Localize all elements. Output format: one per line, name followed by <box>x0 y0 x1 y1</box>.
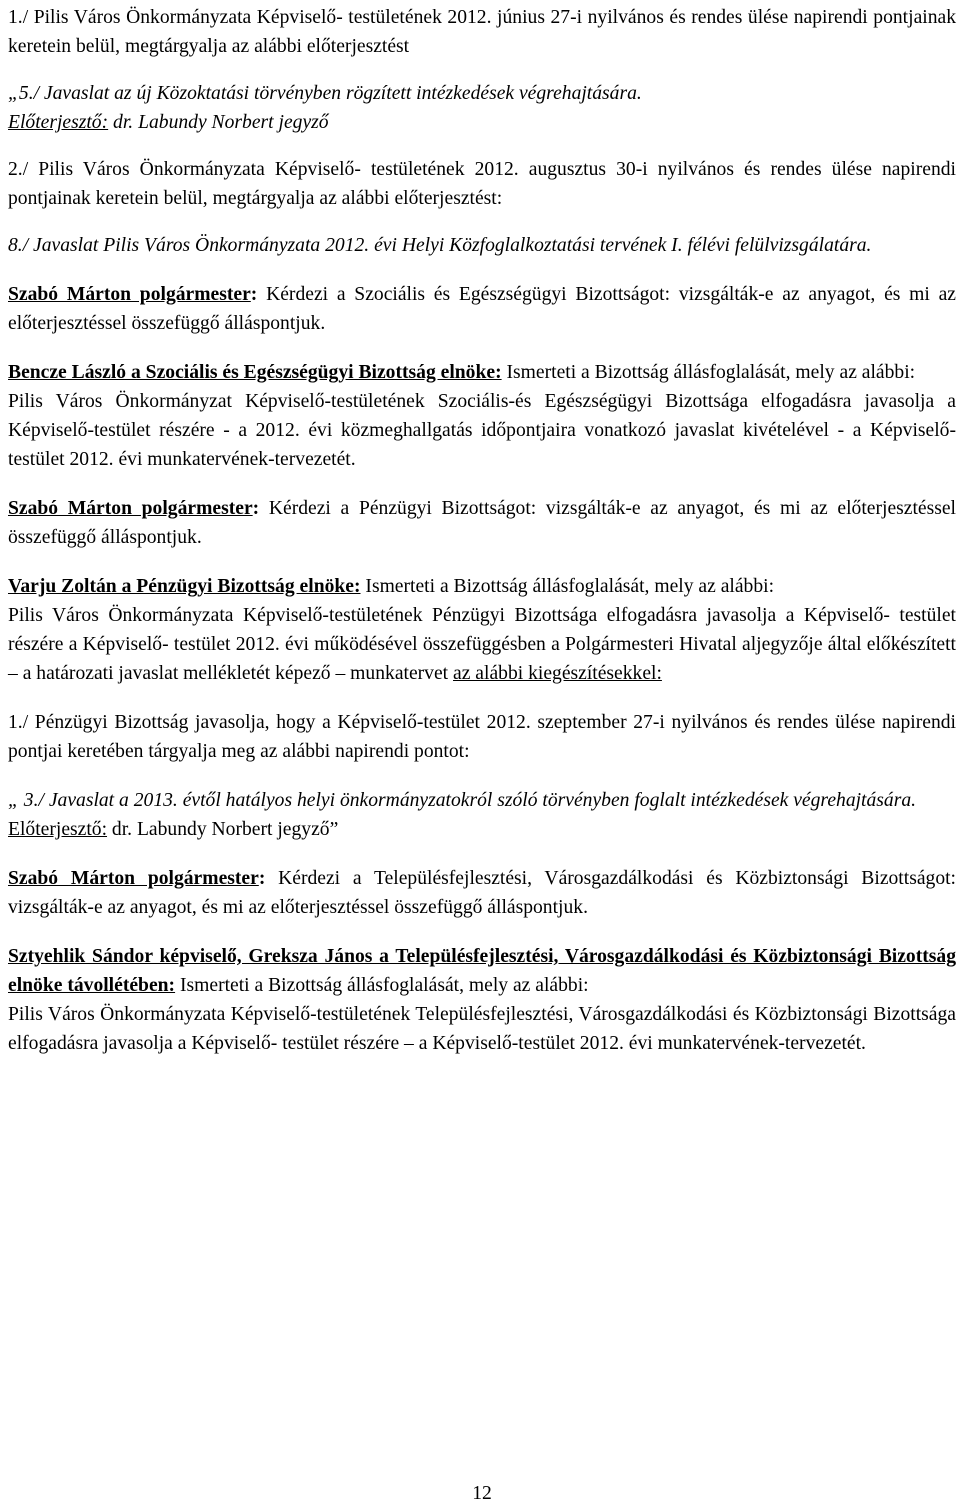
mayor-question-finance-text: Kérdezi a Pénzügyi Bizottságot: vizsgálták-e az anyagot, és mi az előterjesztéssel összefüggő álláspontjuk. <box>8 498 956 548</box>
development-committee-opinion <box>8 942 956 1058</box>
agenda-intro-june <box>8 3 956 61</box>
speaker-social-chair: Bencze László a Szociális és Egészségügyi Bizottság elnöke: <box>8 362 502 383</box>
finance-committee-opinion-intro: Ismerteti a Bizottság állásfoglalását, mely az alábbi: <box>360 576 775 597</box>
speaker-development-rep: Sztyehlik Sándor képviselő, Greksza János a Településfejlesztési, Városgazdálkodási és Közbiztonsági Bizottság elnöke távollétében: <box>8 946 956 996</box>
presenter-name: dr. Labundy Norbert jegyző” <box>107 819 339 840</box>
development-committee-opinion-intro: Ismerteti a Bizottság állásfoglalását, mely az alábbi: <box>175 975 589 996</box>
agenda-item-local-gov-text: „ 3./ Javaslat a 2013. évtől hatályos helyi önkormányzatokról szóló törvényben foglalt intézkedések végrehajtására. <box>8 790 917 811</box>
document-page <box>8 0 956 1506</box>
agenda-intro-june-text: 1./ Pilis Város Önkormányzata Képviselő- testületének 2012. június 27-i nyilvános és rendes ülése napirendi pontjainak keretein belül, megtárgyalja az alábbi előterjesztést <box>8 7 956 57</box>
presenter-name: dr. Labundy Norbert jegyző <box>108 112 329 133</box>
finance-committee-opinion <box>8 572 956 688</box>
social-committee-opinion <box>8 358 956 474</box>
presenter-label: Előterjesztő: <box>8 112 109 133</box>
presenter-label: Előterjesztő: <box>8 819 108 840</box>
development-committee-opinion-body: Pilis Város Önkormányzata Képviselő-testületének Településfejlesztési, Városgazdálkodási és Közbiztonsági Bizottsága elfogadásra javasolja a Képviselő- testület részére – a Képviselő-testület 2012. évi munkatervének-tervezetét. <box>8 1004 956 1054</box>
mayor-question-social-text: Kérdezi a Szociális és Egészségügyi Bizottságot: vizsgálták-e az anyagot, és mi az előterjesztéssel összefüggő álláspontjuk. <box>8 284 956 334</box>
agenda-item-local-gov <box>8 786 956 844</box>
agenda-item-education <box>8 79 956 137</box>
social-committee-opinion-intro: Ismerteti a Bizottság állásfoglalását, mely az alábbi: <box>501 362 916 383</box>
page-number: 12 <box>472 1483 492 1504</box>
speaker-mayor: Szabó Márton polgármester <box>8 284 251 305</box>
mayor-question-finance <box>8 494 956 552</box>
mayor-question-social <box>8 280 956 338</box>
speaker-mayor: Szabó Márton polgármester <box>8 868 259 889</box>
speaker-colon: : <box>250 284 258 305</box>
finance-committee-opinion-tail: az alábbi kiegészítésekkel: <box>453 663 662 684</box>
speaker-colon: : <box>258 868 266 889</box>
speaker-colon: : <box>252 498 260 519</box>
agenda-item-employment-text: 8./ Javaslat Pilis Város Önkormányzata 2012. évi Helyi Közfoglalkoztatási tervének I. félévi felülvizsgálatára. <box>8 235 872 256</box>
speaker-finance-chair: Varju Zoltán a Pénzügyi Bizottság elnöke: <box>8 576 361 597</box>
mayor-question-development <box>8 864 956 922</box>
mayor-question-development-text: Kérdezi a Településfejlesztési, Városgazdálkodási és Közbiztonsági Bizottságot: vizsgálták-e az anyagot, és mi az előterjesztéssel összefüggő álláspontjuk. <box>8 868 956 918</box>
agenda-intro-august-text: 2./ Pilis Város Önkormányzata Képviselő- testületének 2012. augusztus 30-i nyilvános és rendes ülése napirendi pontjainak keretein belül, megtárgyalja az alábbi előterjesztést: <box>8 159 956 209</box>
agenda-item-education-text: „5./ Javaslat az új Közoktatási törvényben rögzített intézkedések végrehajtására. <box>8 83 642 104</box>
finance-committee-opinion-body: Pilis Város Önkormányzata Képviselő-testületének Pénzügyi Bizottsága elfogadásra javasolja a Képviselő- testület részére a Képviselő- testület 2012. évi működésével összefüggésben a Polgármesteri Hivatal aljegyzője által előkészített – a határozati javaslat mellékletét képező – munkatervet <box>8 605 956 684</box>
agenda-intro-august <box>8 155 956 213</box>
agenda-item-employment <box>8 231 956 260</box>
speaker-mayor: Szabó Márton polgármester <box>8 498 253 519</box>
social-committee-opinion-body: Pilis Város Önkormányzat Képviselő-testületének Szociális-és Egészségügyi Bizottsága elfogadásra javasolja a Képviselő-testület részére - a 2012. évi közmeghallgatás időpontjaira vonatkozó javaslat kivételével - a Képviselő-testület 2012. évi munkatervének-tervezetét. <box>8 391 956 470</box>
finance-proposal <box>8 708 956 766</box>
finance-proposal-text: 1./ Pénzügyi Bizottság javasolja, hogy a Képviselő-testület 2012. szeptember 27-i nyilvános és rendes ülése napirendi pontjai keretében tárgyalja meg az alábbi napirendi pontot: <box>8 712 956 762</box>
